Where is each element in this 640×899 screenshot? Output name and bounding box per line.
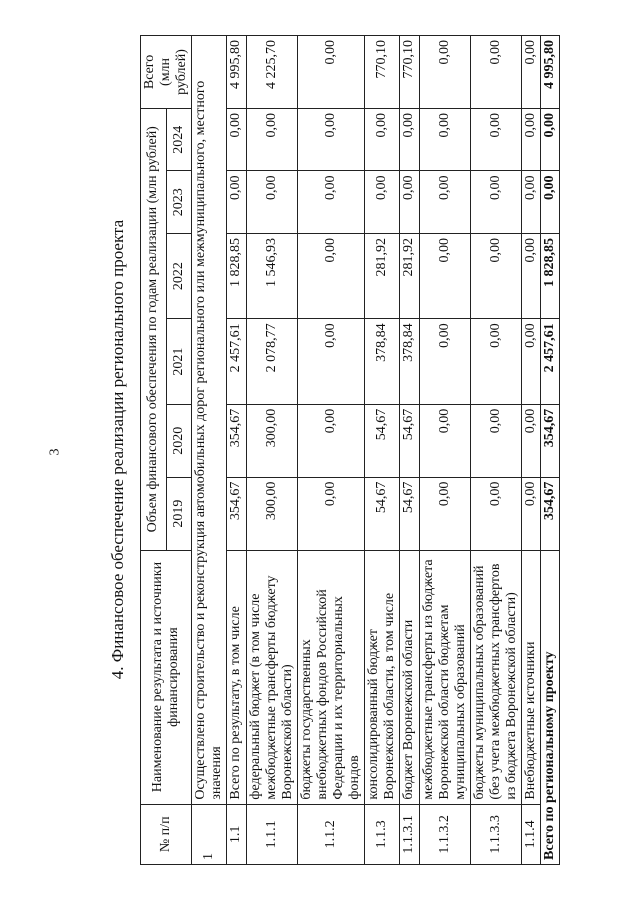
row-num: 1.1.2 bbox=[297, 804, 364, 864]
row-value: 1 828,85 bbox=[227, 233, 246, 318]
page-number: 3 bbox=[47, 448, 63, 456]
row-value: 0,00 bbox=[365, 171, 400, 233]
row-value: 2 078,77 bbox=[246, 319, 297, 404]
footer-value: 2 457,61 bbox=[541, 319, 560, 404]
row-name: Всего по результату, в том числе bbox=[227, 550, 246, 804]
row-value: 0,00 bbox=[522, 404, 541, 477]
row-name: бюджеты муниципальных образований (без учета межбюджетных трансфертов из бюджета Воронежской области) bbox=[470, 550, 521, 804]
table-row bbox=[227, 36, 246, 865]
section-text: Осуществлено строительство и реконструкция автомобильных дорог регионального или межмуниципального, местного значения bbox=[192, 36, 227, 805]
row-value: 0,00 bbox=[470, 319, 521, 404]
table-row bbox=[365, 36, 400, 865]
row-name: Внебюджетные источники bbox=[522, 550, 541, 804]
row-num: 1.1.3.2 bbox=[419, 804, 470, 864]
header-year: 2023 bbox=[166, 171, 192, 233]
header-num: № п/п bbox=[141, 804, 192, 864]
row-value: 0,00 bbox=[400, 171, 419, 233]
table-row bbox=[400, 36, 419, 865]
row-value: 0,00 bbox=[297, 171, 364, 233]
footer-value: 354,67 bbox=[541, 404, 560, 477]
row-value: 354,67 bbox=[227, 477, 246, 550]
row-value: 2 457,61 bbox=[227, 319, 246, 404]
row-total: 4 225,70 bbox=[246, 36, 297, 109]
row-value: 0,00 bbox=[522, 319, 541, 404]
row-value: 0,00 bbox=[419, 108, 470, 171]
row-total: 0,00 bbox=[297, 36, 364, 109]
row-total: 770,10 bbox=[365, 36, 400, 109]
table-row bbox=[246, 36, 297, 865]
row-num: 1.1.1 bbox=[246, 804, 297, 864]
row-value: 0,00 bbox=[227, 171, 246, 233]
table-row bbox=[522, 36, 541, 865]
row-value: 0,00 bbox=[297, 233, 364, 318]
row-value: 0,00 bbox=[522, 108, 541, 171]
footer-value: 0,00 bbox=[541, 171, 560, 233]
row-value: 0,00 bbox=[227, 108, 246, 171]
row-value: 54,67 bbox=[365, 477, 400, 550]
row-total: 0,00 bbox=[470, 36, 521, 109]
row-value: 0,00 bbox=[400, 108, 419, 171]
row-value: 0,00 bbox=[297, 108, 364, 171]
row-value: 54,67 bbox=[400, 477, 419, 550]
row-value: 0,00 bbox=[365, 108, 400, 171]
row-value: 0,00 bbox=[470, 404, 521, 477]
row-value: 281,92 bbox=[365, 233, 400, 318]
footer-row bbox=[541, 36, 560, 865]
table-row bbox=[297, 36, 364, 865]
row-value: 0,00 bbox=[470, 477, 521, 550]
header-volume: Объем финансового обеспечения по годам реализации (млн рублей) bbox=[141, 108, 167, 550]
row-value: 300,00 bbox=[246, 404, 297, 477]
row-value: 1 546,93 bbox=[246, 233, 297, 318]
row-value: 281,92 bbox=[400, 233, 419, 318]
row-value: 0,00 bbox=[419, 319, 470, 404]
section-num: 1 bbox=[192, 804, 227, 864]
footer-total: 4 995,80 bbox=[541, 36, 560, 109]
section-row bbox=[192, 36, 227, 865]
header-year: 2020 bbox=[166, 404, 192, 477]
section-title: 4. Финансовое обеспечение реализации регионального проекта bbox=[108, 219, 127, 680]
row-value: 0,00 bbox=[419, 233, 470, 318]
row-value: 0,00 bbox=[246, 171, 297, 233]
row-value: 0,00 bbox=[297, 404, 364, 477]
row-value: 378,84 bbox=[365, 319, 400, 404]
row-value: 0,00 bbox=[522, 477, 541, 550]
financing-table bbox=[140, 35, 560, 865]
row-num: 1.1.3 bbox=[365, 804, 400, 864]
row-value: 0,00 bbox=[470, 233, 521, 318]
row-name: бюджет Воронежской области bbox=[400, 550, 419, 804]
row-num: 1.1 bbox=[227, 804, 246, 864]
header-year: 2022 bbox=[166, 233, 192, 318]
row-value: 54,67 bbox=[365, 404, 400, 477]
row-value: 378,84 bbox=[400, 319, 419, 404]
footer-value: 1 828,85 bbox=[541, 233, 560, 318]
footer-value: 354,67 bbox=[541, 477, 560, 550]
footer-name: Всего по региональному проекту bbox=[541, 550, 560, 864]
row-name: федеральный бюджет (в том числе межбюджетные трансферты бюджету Воронежской области) bbox=[246, 550, 297, 804]
row-total: 4 995,80 bbox=[227, 36, 246, 109]
row-total: 770,10 bbox=[400, 36, 419, 109]
row-value: 0,00 bbox=[470, 171, 521, 233]
row-name: бюджеты государственных внебюджетных фондов Российской Федерации и их территориальных фондов bbox=[297, 550, 364, 804]
row-total: 0,00 bbox=[419, 36, 470, 109]
row-value: 0,00 bbox=[419, 171, 470, 233]
table-row bbox=[470, 36, 521, 865]
header-total: Всего (млн рублей) bbox=[141, 36, 192, 109]
row-value: 0,00 bbox=[470, 108, 521, 171]
footer-value: 0,00 bbox=[541, 108, 560, 171]
row-value: 300,00 bbox=[246, 477, 297, 550]
row-value: 0,00 bbox=[297, 319, 364, 404]
row-num: 1.1.4 bbox=[522, 804, 541, 864]
table-row bbox=[419, 36, 470, 865]
row-name: консолидированный бюджет Воронежской области, в том числе bbox=[365, 550, 400, 804]
row-value: 354,67 bbox=[227, 404, 246, 477]
row-value: 0,00 bbox=[419, 477, 470, 550]
row-name: межбюджетные трансферты из бюджета Воронежской области бюджетам муниципальных образований bbox=[419, 550, 470, 804]
row-total: 0,00 bbox=[522, 36, 541, 109]
row-value: 0,00 bbox=[246, 108, 297, 171]
row-value: 54,67 bbox=[400, 404, 419, 477]
row-value: 0,00 bbox=[522, 171, 541, 233]
row-value: 0,00 bbox=[419, 404, 470, 477]
header-year: 2019 bbox=[166, 477, 192, 550]
row-value: 0,00 bbox=[297, 477, 364, 550]
header-year: 2024 bbox=[166, 108, 192, 171]
header-name: Наименование результата и источники финансирования bbox=[141, 550, 192, 804]
row-value: 0,00 bbox=[522, 233, 541, 318]
row-num: 1.1.3.1 bbox=[400, 804, 419, 864]
header-year: 2021 bbox=[166, 319, 192, 404]
row-num: 1.1.3.3 bbox=[470, 804, 521, 864]
